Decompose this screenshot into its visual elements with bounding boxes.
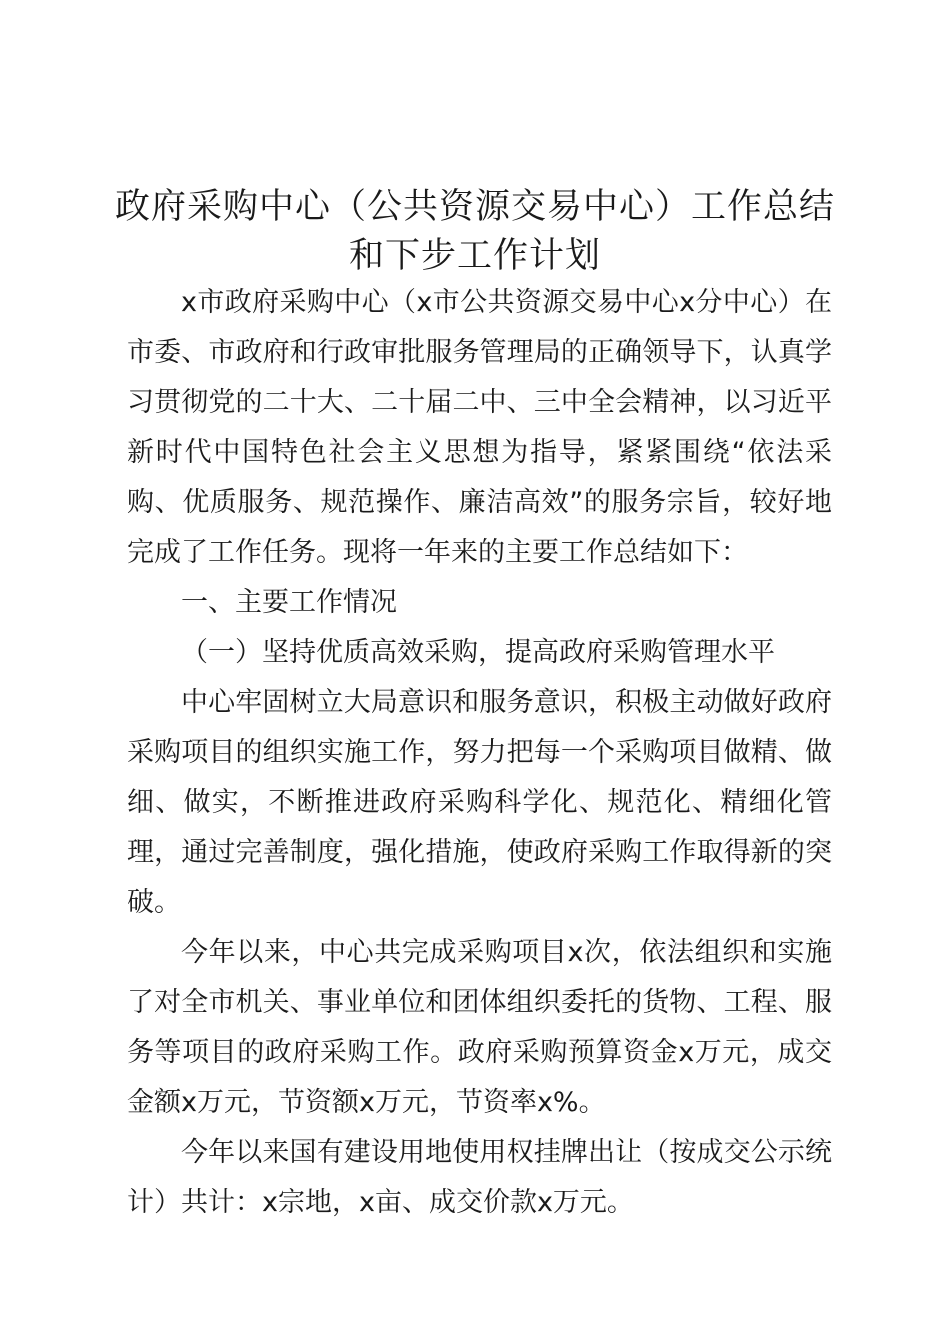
body-paragraph: 今年以来，中心共完成采购项目x次，依法组织和实施了对全市机关、事业单位和团体组织委托的货物、工程、服务等项目的政府采购工作。政府采购预算资金x万元，成交金额x万元，节资额x万元，节资率x%。 xyxy=(127,937,832,1118)
intro-paragraph: x市政府采购中心（x市公共资源交易中心x分中心）在市委、市政府和行政审批服务管理局的正确领导下，认真学习贯彻党的二十大、二十届二中、三中全会精神，以习近平新时代中国特色社会主义思想为指导，紧紧围绕“依法采购、优质服务、规范操作、廉洁高效”的服务宗旨，较好地完成了工作任务。现将一年来的主要工作总结如下： xyxy=(127,287,832,568)
document-body xyxy=(127,278,832,1228)
document-title-line-1: 政府采购中心（公共资源交易中心）工作总结 xyxy=(114,187,835,227)
section-heading-main-work: 一、主要工作情况 xyxy=(181,587,397,618)
body-paragraph: 中心牢固树立大局意识和服务意识，积极主动做好政府采购项目的组织实施工作，努力把每一个采购项目做精、做细、做实，不断推进政府采购科学化、规范化、精细化管理，通过完善制度，强化措施，使政府采购工作取得新的突破。 xyxy=(127,687,832,918)
body-paragraph: 今年以来国有建设用地使用权挂牌出让（按成交公示统计）共计：x宗地，x亩、成交价款x万元。 xyxy=(127,1137,832,1218)
document-title-line-2: 和下步工作计划 xyxy=(348,236,601,276)
subsection-heading-procurement: （一）坚持优质高效采购，提高政府采购管理水平 xyxy=(181,637,775,668)
